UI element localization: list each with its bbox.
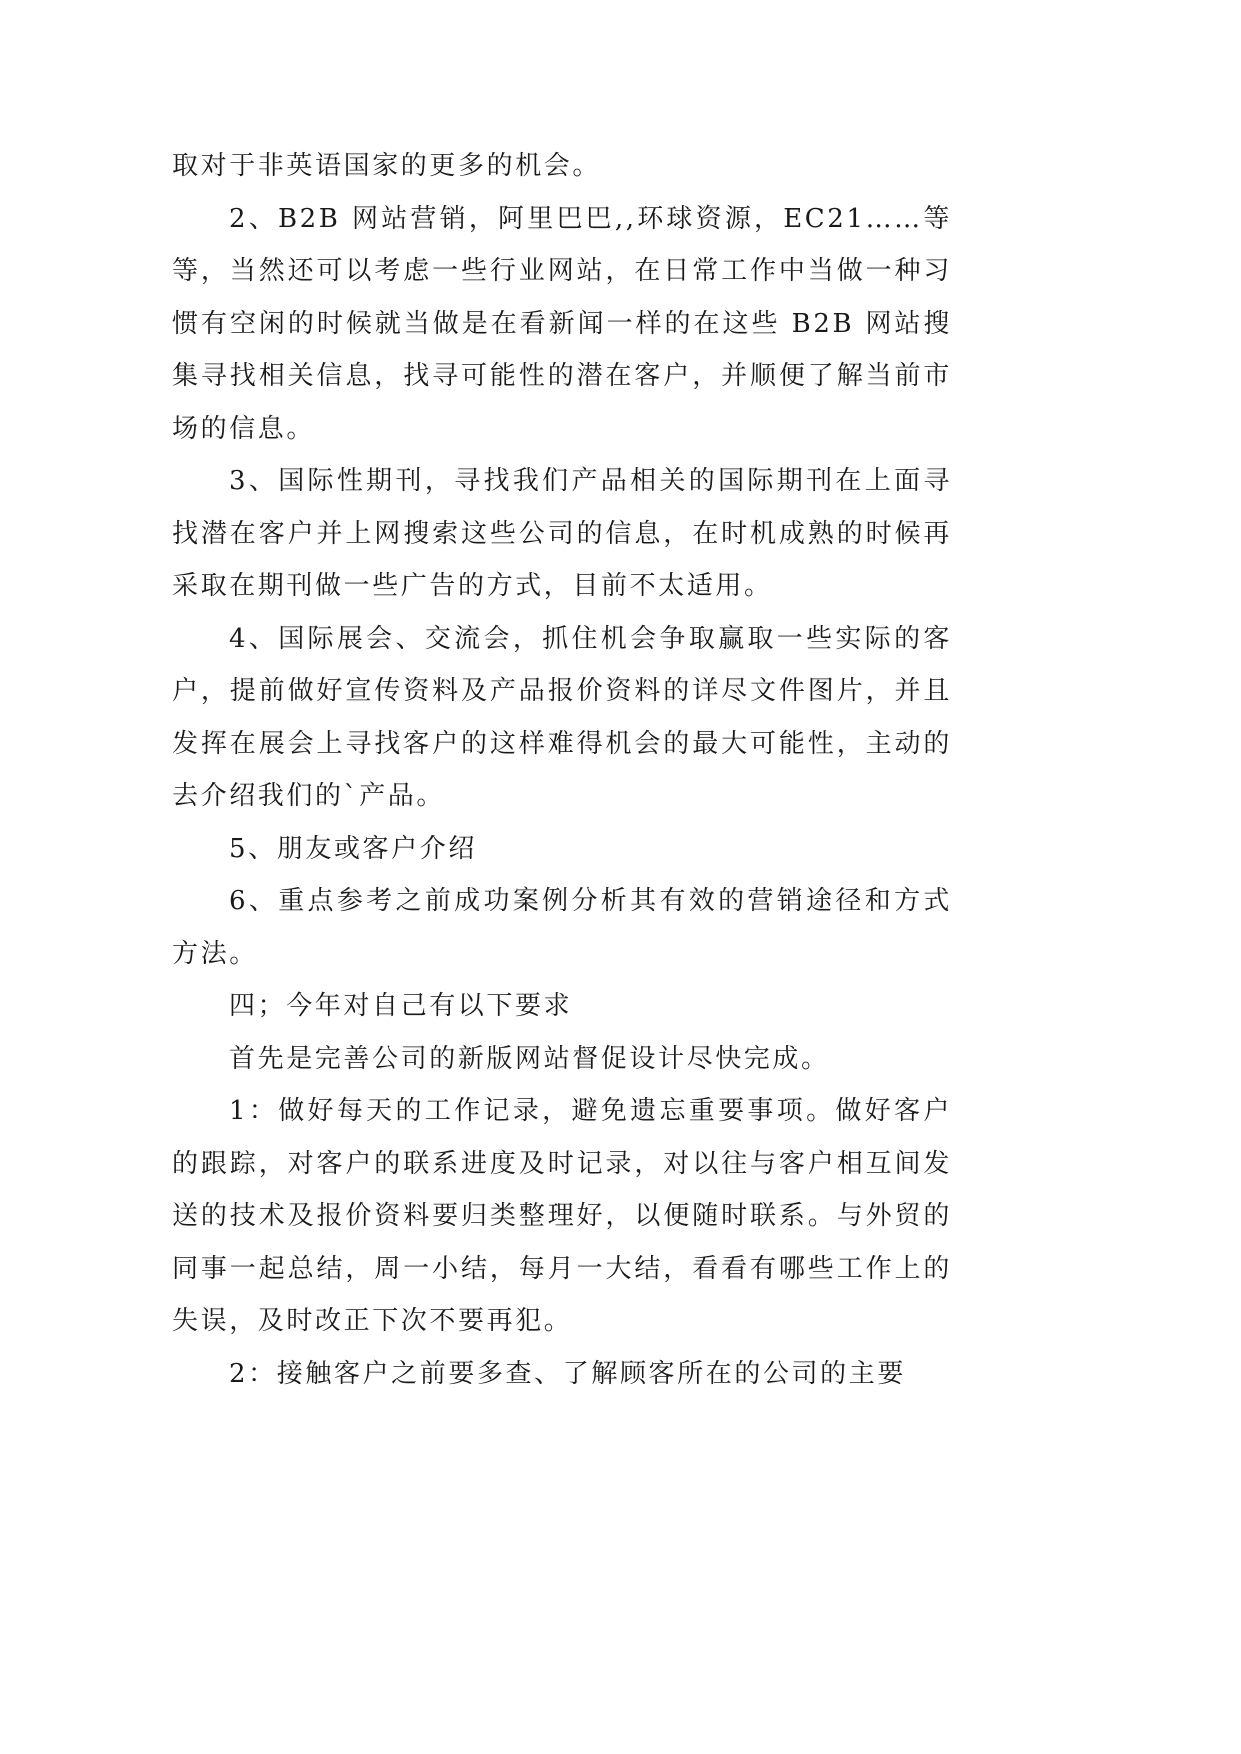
document-body [172, 140, 952, 1400]
section-heading-requirements: 四；今年对自己有以下要求 [229, 991, 573, 1021]
paragraph-referrals: 5、朋友或客户介绍 [229, 833, 477, 864]
paragraph-continuation: 取对于非英语国家的更多的机会。 [172, 151, 602, 181]
paragraph-international-journals: 3、国际性期刊，寻找我们产品相关的国际期刊在上面寻找潜在客户并上网搜索这些公司的信息，在时机成熟的时候再采取在期刊做一些广告的方式，目前不太适用。 [172, 466, 952, 601]
paragraph-b2b-marketing: 2、B2B 网站营销，阿里巴巴,,环球资源，EC21……等等，当然还可以考虑一些行业网站，在日常工作中当做一种习惯有空闲的时候就当做是在看新闻一样的在这些 B2B 网站搜集寻找相关信息，找寻可能性的潜在客户，并顺便了解当前市场的信息。 [172, 203, 952, 444]
paragraph-work-records: 1：做好每天的工作记录，避免遗忘重要事项。做好客户的跟踪，对客户的联系进度及时记录，对以往与客户相互间发送的技术及报价资料要归类整理好，以便随时联系。与外贸的同事一起总结，周一小结，每月一大结，看看有哪些工作上的失误，及时改正下次不要再犯。 [172, 1096, 952, 1336]
paragraph-customer-research: 2：接触客户之前要多查、了解顾客所在的公司的主要 [229, 1358, 906, 1389]
paragraph-case-studies: 6、重点参考之前成功案例分析其有效的营销途径和方式方法。 [172, 886, 952, 969]
paragraph-trade-fairs: 4、国际展会、交流会，抓住机会争取赢取一些实际的客户，提前做好宣传资料及产品报价资料的详尽文件图片，并且发挥在展会上寻找客户的这样难得机会的最大可能性，主动的去介绍我们的`产品。 [172, 623, 952, 811]
paragraph-website: 首先是完善公司的新版网站督促设计尽快完成。 [229, 1043, 830, 1074]
